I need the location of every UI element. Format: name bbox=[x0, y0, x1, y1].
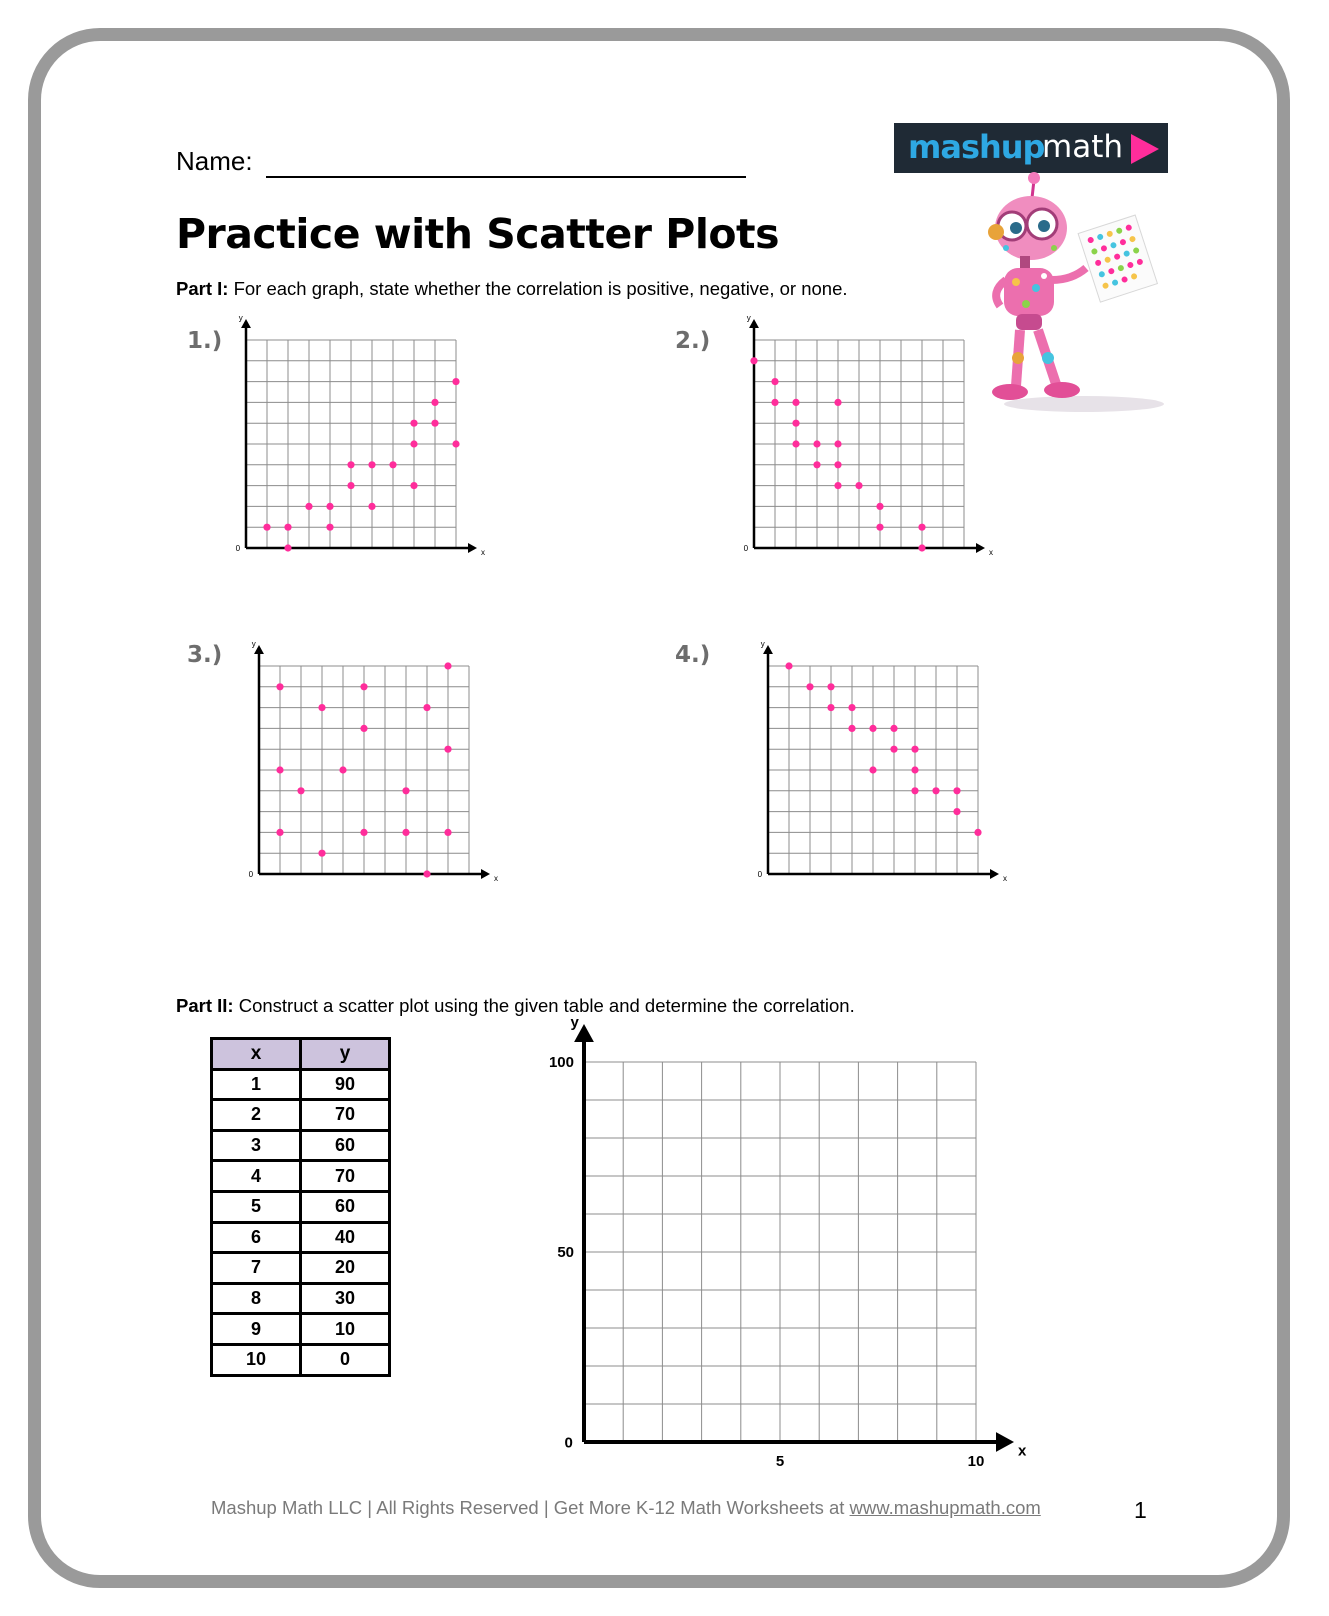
data-point bbox=[834, 482, 841, 489]
data-point bbox=[452, 440, 459, 447]
data-point bbox=[855, 482, 862, 489]
origin-label: 0 bbox=[248, 869, 254, 879]
x-axis-arrow bbox=[990, 869, 999, 879]
data-point bbox=[806, 683, 813, 690]
origin-label: 0 bbox=[564, 1434, 573, 1452]
table-row bbox=[212, 1253, 390, 1284]
robot-mascot-illustration bbox=[976, 168, 1196, 420]
table-header-y: y bbox=[301, 1039, 390, 1070]
data-point bbox=[876, 524, 883, 531]
table-row bbox=[212, 1100, 390, 1131]
table-cell-x: 3 bbox=[212, 1130, 301, 1161]
data-point bbox=[347, 482, 354, 489]
y-axis-label: y bbox=[251, 639, 256, 649]
table-row bbox=[212, 1191, 390, 1222]
table-cell-x: 8 bbox=[212, 1283, 301, 1314]
origin-label: 0 bbox=[757, 869, 763, 879]
table-cell-x: 9 bbox=[212, 1314, 301, 1345]
logo-mashup-text: mashup bbox=[908, 128, 1045, 166]
table-cell-y: 60 bbox=[301, 1130, 390, 1161]
data-point bbox=[423, 870, 430, 877]
origin-label: 0 bbox=[743, 543, 749, 553]
x-axis-arrow bbox=[468, 543, 477, 553]
data-point bbox=[827, 683, 834, 690]
table-row bbox=[212, 1344, 390, 1375]
data-point bbox=[974, 829, 981, 836]
data-point bbox=[368, 461, 375, 468]
question-1-number: 1.) bbox=[187, 328, 223, 354]
data-point bbox=[785, 662, 792, 669]
y-tick-label: 50 bbox=[557, 1244, 574, 1261]
scatter-plot-2 bbox=[738, 313, 998, 572]
y-tick-label: 100 bbox=[548, 1054, 574, 1071]
data-point bbox=[953, 808, 960, 815]
data-point bbox=[389, 461, 396, 468]
x-axis-arrow bbox=[481, 869, 490, 879]
data-point bbox=[444, 662, 451, 669]
data-point bbox=[911, 787, 918, 794]
part1-text: For each graph, state whether the correlation is positive, negative, or none. bbox=[233, 278, 848, 299]
table-cell-x: 1 bbox=[212, 1069, 301, 1100]
table-cell-x: 5 bbox=[212, 1191, 301, 1222]
data-point bbox=[827, 704, 834, 711]
data-point bbox=[347, 461, 354, 468]
footer-text: Mashup Math LLC | All Rights Reserved | Get More K-12 Math Worksheets at bbox=[211, 1497, 850, 1518]
name-input-line[interactable] bbox=[266, 176, 746, 178]
table-cell-y: 20 bbox=[301, 1253, 390, 1284]
data-point bbox=[431, 420, 438, 427]
table-cell-y: 40 bbox=[301, 1222, 390, 1253]
page-number: 1 bbox=[1134, 1497, 1147, 1523]
scatter-plot-4 bbox=[752, 639, 1012, 898]
part1-instructions bbox=[176, 278, 848, 300]
footer-link[interactable]: www.mashupmath.com bbox=[849, 1497, 1041, 1518]
scatter-plot-1 bbox=[230, 313, 490, 572]
table-cell-x: 2 bbox=[212, 1100, 301, 1131]
table-cell-x: 6 bbox=[212, 1222, 301, 1253]
table-cell-y: 0 bbox=[301, 1344, 390, 1375]
data-point bbox=[444, 829, 451, 836]
data-point bbox=[410, 420, 417, 427]
data-point bbox=[813, 461, 820, 468]
data-point bbox=[792, 420, 799, 427]
play-icon bbox=[1131, 134, 1159, 164]
data-point bbox=[360, 683, 367, 690]
data-point bbox=[276, 766, 283, 773]
data-point bbox=[402, 829, 409, 836]
data-point bbox=[318, 704, 325, 711]
data-point bbox=[276, 683, 283, 690]
data-point bbox=[792, 440, 799, 447]
data-point bbox=[423, 704, 430, 711]
table-cell-x: 10 bbox=[212, 1344, 301, 1375]
data-point bbox=[932, 787, 939, 794]
data-point bbox=[869, 766, 876, 773]
data-point bbox=[284, 544, 291, 551]
data-point bbox=[410, 482, 417, 489]
data-point bbox=[360, 829, 367, 836]
data-point bbox=[890, 725, 897, 732]
table-row bbox=[212, 1222, 390, 1253]
data-point bbox=[368, 503, 375, 510]
page-title: Practice with Scatter Plots bbox=[176, 210, 780, 258]
mashupmath-logo bbox=[894, 123, 1168, 173]
data-point bbox=[263, 524, 270, 531]
data-point bbox=[911, 746, 918, 753]
data-point bbox=[444, 746, 451, 753]
name-label: Name: bbox=[176, 146, 253, 176]
data-point bbox=[297, 787, 304, 794]
table-cell-y: 60 bbox=[301, 1191, 390, 1222]
table-cell-y: 10 bbox=[301, 1314, 390, 1345]
question-4-number: 4.) bbox=[675, 642, 711, 668]
data-point bbox=[834, 399, 841, 406]
table-row bbox=[212, 1314, 390, 1345]
data-point bbox=[431, 399, 438, 406]
table-header-x: x bbox=[212, 1039, 301, 1070]
data-point bbox=[813, 440, 820, 447]
x-tick-label: 5 bbox=[775, 1453, 785, 1470]
data-point bbox=[410, 440, 417, 447]
part2-text: Construct a scatter plot using the given table and determine the correlation. bbox=[238, 995, 855, 1016]
question-3-number: 3.) bbox=[187, 642, 223, 668]
table-cell-y: 90 bbox=[301, 1069, 390, 1100]
data-point bbox=[848, 704, 855, 711]
part2-label: Part II: bbox=[176, 995, 234, 1016]
data-point bbox=[869, 725, 876, 732]
table-cell-x: 4 bbox=[212, 1161, 301, 1192]
x-axis-label: x bbox=[989, 548, 993, 558]
origin-label: 0 bbox=[235, 543, 241, 553]
data-point bbox=[918, 544, 925, 551]
data-point bbox=[305, 503, 312, 510]
data-point bbox=[326, 503, 333, 510]
data-point bbox=[360, 725, 367, 732]
data-point bbox=[452, 378, 459, 385]
data-point bbox=[834, 461, 841, 468]
x-axis-label: x bbox=[1018, 1442, 1027, 1460]
data-point bbox=[890, 746, 897, 753]
table-row bbox=[212, 1130, 390, 1161]
data-point bbox=[276, 829, 283, 836]
y-axis-label: y bbox=[238, 313, 243, 323]
data-point bbox=[876, 503, 883, 510]
data-point bbox=[339, 766, 346, 773]
data-point bbox=[771, 399, 778, 406]
blank-scatter-plot-grid[interactable] bbox=[540, 1014, 1040, 1472]
question-2-number: 2.) bbox=[675, 328, 711, 354]
table-cell-y: 70 bbox=[301, 1100, 390, 1131]
data-point bbox=[402, 787, 409, 794]
x-axis-arrow bbox=[976, 543, 985, 553]
data-point bbox=[953, 787, 960, 794]
data-point bbox=[848, 725, 855, 732]
data-point bbox=[911, 766, 918, 773]
x-axis-label: x bbox=[481, 548, 485, 558]
part2-instructions bbox=[176, 995, 855, 1017]
part1-label: Part I: bbox=[176, 278, 229, 299]
y-axis-label: y bbox=[746, 313, 751, 323]
x-axis-label: x bbox=[494, 874, 498, 884]
data-point bbox=[918, 524, 925, 531]
table-row bbox=[212, 1069, 390, 1100]
table-cell-y: 70 bbox=[301, 1161, 390, 1192]
x-axis-label: x bbox=[1003, 874, 1007, 884]
footer bbox=[211, 1497, 1041, 1519]
data-point bbox=[318, 850, 325, 857]
logo-math-text: math bbox=[1042, 129, 1123, 165]
data-point bbox=[792, 399, 799, 406]
x-tick-label: 10 bbox=[967, 1453, 985, 1470]
data-point bbox=[284, 524, 291, 531]
scatter-plot-3 bbox=[243, 639, 503, 898]
y-axis-label: y bbox=[570, 1014, 579, 1031]
table-cell-y: 30 bbox=[301, 1283, 390, 1314]
table-row bbox=[212, 1161, 390, 1192]
table-row bbox=[212, 1283, 390, 1314]
data-point bbox=[771, 378, 778, 385]
x-axis-arrow bbox=[996, 1432, 1014, 1452]
y-axis-label: y bbox=[760, 639, 765, 649]
data-point bbox=[326, 524, 333, 531]
table-cell-x: 7 bbox=[212, 1253, 301, 1284]
data-point bbox=[834, 440, 841, 447]
data-point bbox=[750, 357, 757, 364]
data-table bbox=[210, 1037, 391, 1377]
